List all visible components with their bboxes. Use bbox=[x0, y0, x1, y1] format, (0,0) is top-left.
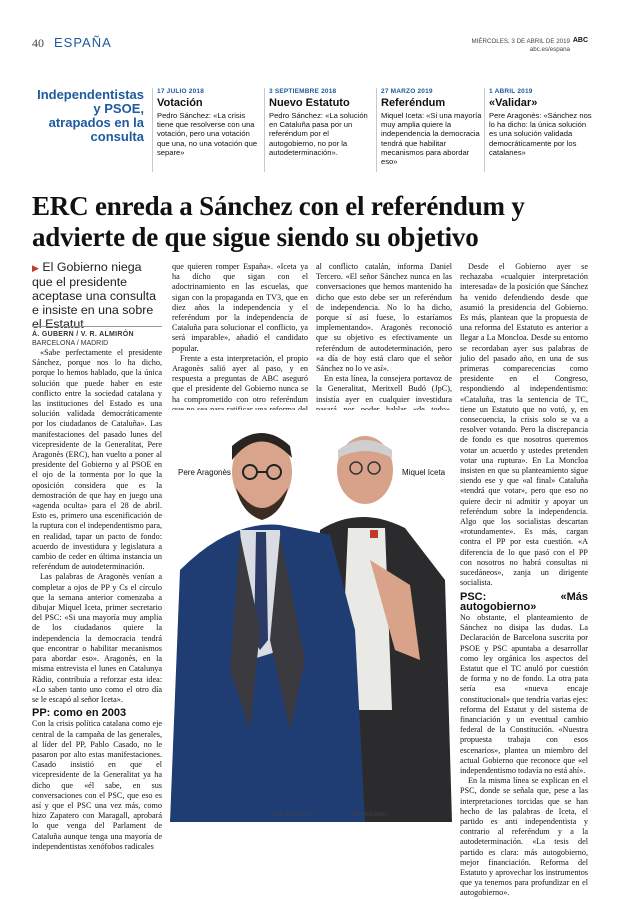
paragraph: En la misma línea se explican en el PSC, donde se señala que, pese a las interpretaciones torcidas que se han hecho de las palabras de Iceta, el partido es anti independentista y contrario al referéndum y a la autodeterminación. «La tesis del partido es clara: más autogobierno, mejor financiación. Reforma del Estatuto y aprovechar los instrumentos que ya tenemos para profundizar en el autogobierno». bbox=[460, 776, 588, 898]
entry-date: 17 JULIO 2018 bbox=[157, 88, 205, 95]
timeline-entry bbox=[484, 88, 592, 172]
site-url: abc.es/espana bbox=[529, 46, 570, 53]
article-column-3 bbox=[316, 262, 452, 425]
entry-text: Miquel Iceta: «Si una mayoría muy amplia quiere la independencia la democracia tendrá que habilitar mecanismos para abordar eso» bbox=[381, 111, 482, 167]
page-header bbox=[32, 36, 588, 52]
article-column-1 bbox=[32, 348, 162, 852]
subhead bbox=[32, 260, 162, 331]
timeline bbox=[32, 87, 592, 176]
entry-date: 3 SEPTIEMBRE 2018 bbox=[269, 88, 337, 95]
caption-aragones bbox=[178, 468, 231, 478]
entry-title: Referéndum bbox=[381, 97, 446, 109]
paragraph: que quieren romper España». «Iceta ya ha dicho que sigan con el adoctrinamiento en las escuelas, que sigan con la propaganda en TV3, que en diez años la independencia y el referéndum por la independencia de Cataluña para solucionar el conflicto, ya será imparable», añadió el candidato popular. bbox=[172, 262, 308, 353]
entry-date: 1 ABRIL 2019 bbox=[489, 88, 533, 95]
entry-title: Nuevo Estatuto bbox=[269, 97, 350, 109]
photo-credit: INÉS BAUCELLS bbox=[270, 812, 314, 818]
paragraph: «Sabe perfectamente el presidente Sánchez, porque nos lo ha dicho, porque lo hemos hablado, que la única solución que puede haber en este conflicto entre la sociedad catalana y las instituciones del Estado es una solución validada democráticamente por los ciudadanos de Cataluña». Las manifestaciones del pasado lunes del vicepresidente de la Generalitat, Pere Aragonès (ERC), han vuelto a poner al presidente del Gobierno y al PSOE en el ojo de la tormenta por lo que la oposición considera que es la demostración de que hay en juego una «agenda oculta» para el 28 de abril. Esto es, primero una escenificación de la ruptura con el independentismo para, en realidad, tapar un pacto de fondo: acuerdo de investidura y legislatura a cambio de ceder en última instancia un referéndum de autodeterminación. bbox=[32, 348, 162, 572]
entry-text: Pedro Sánchez: «La crisis tiene que resolverse con una votación, pero una votación que una, no una votación que separe» bbox=[157, 111, 258, 157]
paragraph: Desde el Gobierno ayer se rechazaba «cualquier interpretación interesada» de la posición que Sánchez ha venido defendiendo desde que asumió la presidencia del Gobierno. Es más, plantean que la propuesta de una reforma del Estatuto es anterior a llegar a La Moncloa. Desde su entorno se recordaban ayer sus palabras de julio del pasado año, en una de sus primeras comparecencias como presidente en el Congreso, respondiendo al independentismo: «Cataluña, tras la sentencia de TC, tiene un Estatuto que no votó, y, en consecuencia, la crisis solo se va a resolver votando. Pero la discrepancia de fondo es que nosotros queremos votar un acuerdo y ustedes pretenden votar una ruptura». En La Moncloa insisten en que su planteamiento sigue siendo ese y que «al final» Cataluña «tendrá que votar», pero que eso no quiere decir ni admitir y apoyar un referéndum sobre la independencia. Algo que los socialistas descartan «rotundamente». Es más, cargan contra el PP por esta cuestión. «A diferencia de lo que pasó con el PP con nosotros no habrá consultas ni sucedáneos», zanja un dirigente socialista. bbox=[460, 262, 588, 588]
paragraph: En esta línea, la consejera portavoz de la Generalitat, Meritxell Budó (JpC), insistía ayer en cualquier investidura bbox=[316, 374, 452, 404]
location: BARCELONA / MADRID bbox=[32, 340, 109, 347]
entry-text: Pere Aragonès: «Sánchez nos lo ha dicho: la única solución es una solución validada democráticamente por los catalanes» bbox=[489, 111, 592, 157]
subhead-text: El Gobierno niega que el presidente aceptase una consulta e insiste en una sobre el Estatut bbox=[32, 260, 156, 331]
caption-iceta bbox=[402, 468, 445, 478]
paragraph: Las palabras de Aragonès venían a completar a ojos de PP y Cs el círculo que la semana anterior comenzaba a dibujar Miquel Iceta, primer secretario del PSC: «Si una mayoría muy amplia de los ciudadanos quiere la independencia la democracia tendrá que encontrar o habilitar mecanismos para abordar eso». Aragonès, en la misma entrevista el lunes en Catalunya Ràdio, contribuía a reforzar esta idea: «Lo saben tanto uno como el otro día se le escapó al señor Iceta». bbox=[32, 572, 162, 704]
paragraph: al conflicto catalán, informa Daniel Tercero. «El señor Sánchez nunca en las conversaciones que hemos mantenido ha dicho que esto debe ser un referéndum de independencia. No lo ha dicho, porque sí así fuese, lo estaríamos implementando». Aragonès reconoció que su objetivo es efectivamente un referéndum de autodeterminación, pero «a día de hoy está claro que el señor Sánchez no lo ve así». bbox=[316, 262, 452, 374]
authors: Á. GUBERN / V. R. ALMIRÓN bbox=[32, 331, 134, 338]
caption-text: Miquel Iceta bbox=[402, 468, 446, 477]
dateline bbox=[472, 38, 570, 54]
byline bbox=[32, 326, 162, 348]
brand-logo: ABC bbox=[572, 37, 588, 44]
timeline-title: Independentistas y PSOE, atrapados en la consulta bbox=[37, 87, 144, 144]
triangle-marker-icon: ▶ bbox=[32, 263, 39, 273]
photo-credit: PEP DALMAU bbox=[352, 812, 388, 818]
article-column-4 bbox=[460, 262, 588, 899]
headline: ERC enreda a Sánchez con el referéndum y advierte de que sigue siendo su objetivo bbox=[32, 191, 525, 252]
date: MIÉRCOLES, 3 DE ABRIL DE 2019 bbox=[471, 38, 570, 45]
entry-title: «Validar» bbox=[489, 97, 538, 109]
timeline-entry bbox=[152, 88, 260, 172]
paragraph: Frente a esta interpretación, el propio Aragonès salió ayer al paso, y en respuesta a preguntas de ABC aseguró que el presidente del Gobierno nunca se ha comprometido con otro referéndum bbox=[172, 353, 308, 404]
timeline-entry bbox=[264, 88, 372, 172]
caption-text: Pere Aragonès bbox=[178, 468, 231, 477]
entry-date: 27 MARZO 2019 bbox=[381, 88, 433, 95]
paragraph: No obstante, el planteamiento de Sánchez no disipa las dudas. La Declaración de Barcelona suscrita por PSOE y PSC apuntaba a desarrollar como ley orgánica los aspectos del Estatut que el TC anuló por cuestión de forma y no de fondo. La otra pata sería esa «nueva encaje constitucional» que tendría varias ejes: reforma del Estatut y del sistema de financiación y un eventual cambio federal de la Constitución. «Nuestra propuesta trabaja con esos escenarios», plantea un miembro del actual Gobierno que reconoce que «el independentismo todavía no está ahí». bbox=[460, 612, 588, 775]
section-heading: PP: como en 2003 bbox=[32, 707, 127, 720]
section-heading: PSC: «Más autogobierno» bbox=[460, 590, 588, 613]
entry-title: Votación bbox=[157, 97, 203, 109]
timeline-entry bbox=[376, 88, 484, 172]
entry-text: Pedro Sánchez: «La solución en Cataluña pasa por un referéndum por el autogobierno, no por la autodeterminación». bbox=[269, 111, 368, 157]
section-title: ESPAÑA bbox=[54, 35, 112, 50]
paragraph: Con la crisis política catalana como eje central de la campaña de las generales, al líder del PP, Pablo Casado, no le pasaron por alto estas manifestaciones. Casado insistió en que el vicepresidente de la Generalitat ya ha dicho que «él sabe, en sus conversaciones con el PSC, que eso es así y que el PSC una vez más, como hizo Zapatero con Maragall, aprobará lo que venga del Parlament de Cataluña aunque tenga una mayoría de independentistas xenófobos radicales bbox=[32, 719, 162, 851]
page-number: 40 bbox=[32, 36, 44, 50]
